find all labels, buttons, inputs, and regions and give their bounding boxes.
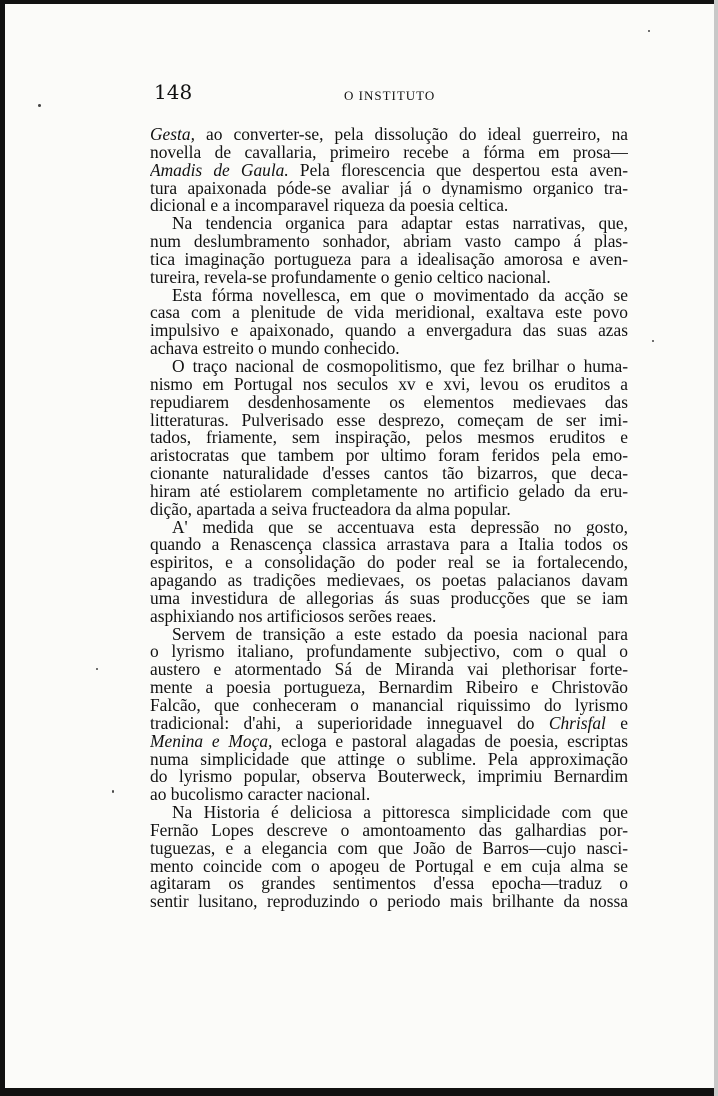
text-run: o lyrismo italiano, profundamente subjectivo, com o qual o [150,643,628,662]
text-line [150,126,628,144]
text-line [150,215,628,233]
text-run: tradicional: d'ahi, a superioridade inneguavel do [150,714,549,733]
text-run: quando a Renascença classica arrastava para a Italia todos os [150,536,628,555]
italic-title: Menina e Moça, [150,732,273,751]
text-line [150,269,628,287]
text-run: hiram até estiolarem completamente no artificio gelado da eru- [150,482,628,501]
scan-speck [648,30,650,32]
text-run: austero e atormentado Sá de Miranda vai plethorisar forte- [150,661,628,680]
text-line [150,858,628,876]
text-run: mento coincide com o apogeu de Portugal e em cuja alma se [150,857,628,876]
text-run: uma investidura de allegorias ás suas producções que se iam [150,589,628,608]
text-line [150,608,628,626]
text-run: tica imaginação portugueza para a idealisação amorosa e aven- [150,250,628,269]
text-line [150,394,628,412]
text-line [150,893,628,911]
text-line [150,768,628,786]
italic-title: Gesta, [150,126,195,144]
text-run: num deslumbramento sonhador, abriam vasto campo á plas- [150,233,628,251]
text-line [150,733,628,751]
text-run: dicional e a incomparavel riqueza da poesia celtica. [150,197,509,216]
text-line [150,590,628,608]
text-run: nismo em Portugal nos seculos xv e xvi, levou os eruditos a [150,375,628,394]
text-line [150,162,628,180]
text-line [150,501,628,519]
text-run: cionante naturalidade d'esses cantos tão bizarros, que deca- [150,465,628,483]
text-run: novella de cavallaria, primeiro recebe a fórma em prosa— [150,143,628,162]
text-run: litteraturas. Pulverisado esse desprezo, começam de ser imi- [150,411,628,430]
text-line [150,287,628,305]
text-line [150,822,628,840]
text-run: espiritos, e a consolidação do poder real se ia fortalecendo, [150,554,628,573]
text-line [150,751,628,769]
text-line [150,340,628,358]
text-run: numa simplicidade que attinge o sublime. Pela approximação [150,750,628,769]
text-run: O traço nacional de cosmopolitismo, que fez brilhar o huma- [172,357,628,376]
body-text [150,126,628,911]
scan-speck [112,790,114,793]
text-run: Falcão, que conheceram o manancial riquissimo do lyrismo [150,697,628,715]
text-line [150,429,628,447]
text-line [150,197,628,215]
text-line [150,465,628,483]
text-line [150,447,628,465]
running-title: O INSTITUTO [344,88,436,103]
text-run: asphixiando nos artificiosos serões reaes. [150,607,437,626]
scan-border-left [0,0,5,1096]
scan-speck [652,340,654,342]
scan-speck [96,668,98,670]
text-line [150,786,628,804]
scan-speck [38,104,41,107]
text-run: tuguezas, e a elegancia com que João de Barros—cujo nasci- [150,839,628,858]
text-run: A' medida que se accentuava esta depressão no gosto, [172,518,628,537]
text-line [150,875,628,893]
text-line [150,376,628,394]
text-run: ao bucolismo caracter nacional. [150,786,371,805]
scan-border-right [714,0,718,1096]
text-line [150,536,628,554]
text-run: Na tendencia organica para adaptar estas narrativas, que, [172,215,628,234]
text-run: sentir lusitano, reproduzindo o periodo mais brilhante da nossa [150,893,628,912]
text-run: agitaram os grandes sentimentos d'essa epocha—traduz o [150,875,628,894]
text-run: Pela florescencia que despertou esta aven- [288,161,628,180]
text-run: Na Historia é deliciosa a pittoresca simplicidade com que [172,804,628,822]
scan-border-bottom [0,1088,718,1096]
text-line [150,679,628,697]
text-line [150,412,628,430]
text-run: tados, friamente, sem inspiração, pelos mesmos eruditos e [150,429,628,448]
text-run: Esta fórma novellesca, em que o movimentado da acção se [172,286,628,305]
text-run: Servem de transição a este estado da poesia nacional para [172,625,628,644]
text-line [150,626,628,644]
text-line [150,804,628,822]
text-run: ao converter-se, pela dissolução do ideal guerreiro, na [194,126,628,144]
scan-border-top [0,0,718,4]
page-number: 148 [154,80,193,104]
text-line [150,661,628,679]
text-line [150,358,628,376]
text-line [150,233,628,251]
text-line [150,697,628,715]
text-line [150,251,628,269]
text-run: do lyrismo popular, observa Bouterweck, imprimiu Bernardim [150,768,628,787]
text-line [150,519,628,537]
italic-title: Amadis de Gaula. [150,161,289,180]
text-run: achava estreito o mundo conhecido. [150,340,400,358]
text-run: tura apaixonada póde-se avaliar já o dynamismo organico tra- [150,179,628,198]
text-run: ecloga e pastoral alagadas de poesia, escriptas [272,732,628,751]
italic-title: Chrisfal [548,714,606,733]
text-line [150,572,628,590]
text-line [150,322,628,340]
text-line [150,180,628,198]
text-line [150,483,628,501]
text-line [150,144,628,162]
text-run: Fernão Lopes descreve o amontoamento das galhardias por- [150,821,628,840]
text-line [150,554,628,572]
text-line [150,715,628,733]
text-run: dição, apartada a seiva fructeadora da alma popular. [150,500,511,519]
text-line [150,643,628,661]
text-line [150,840,628,858]
text-run: e [605,714,628,733]
text-run: tureira, revela-se profundamente o genio celtico nacional. [150,268,551,287]
text-line [150,304,628,322]
text-run: impulsivo e apaixonado, quando a envergadura das suas azas [150,322,628,341]
text-run: aristocratas que tambem por ultimo foram feridos pela emo- [150,447,628,466]
text-run: repudiarem desdenhosamente os elementos medievaes das [150,393,628,412]
text-run: apagando as tradições medievaes, os poetas palacianos davam [150,572,628,590]
text-run: casa com a plenitude de vida meridional, exaltava este povo [150,304,628,323]
text-run: mente a poesia portugueza, Bernardim Ribeiro e Christovão [150,679,628,697]
